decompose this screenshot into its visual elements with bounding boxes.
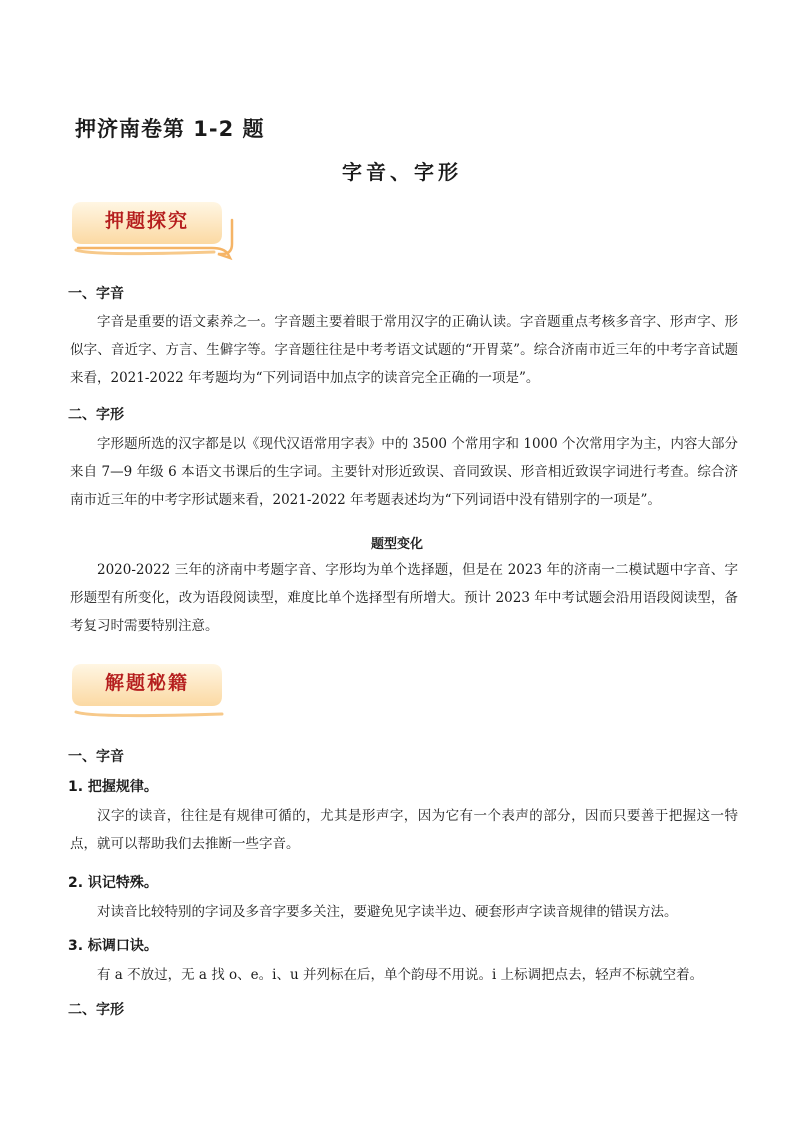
tips-section2-heading: 二、字形 [68,1002,124,1018]
banner-explore-label: 押题探究 [104,210,189,232]
tips-item3-heading: 3. 标调口诀。 [68,938,158,954]
banner-tips [72,660,242,720]
tips-item2-text: 对读音比较特别的字词及多音字要多关注，要避免见字读半边、硬套形声字读音规律的错误方法。 [97,904,678,920]
explore-section2-heading: 二、字形 [68,407,124,423]
document-subtitle: 字音、字形 [342,160,462,184]
change-text: 2020-2022 三年的济南中考题字音、字形均为单个选择题，但是在 2023 年的济南一二模试题中字音、字形题型有所变化，改为语段阅读型，难度比单个选择型有所增大。预计 2023 年中考试题会沿用语段阅读型，备考复习时需要特别注意。 [70,562,738,634]
explore-section2-text: 字形题所选的汉字都是以《现代汉语常用字表》中的 3500 个常用字和 1000 个次常用字为主，内容大部分来自 7—9 年级 6 本语文书课后的生字词。主要针对形近致误、音同致误、形音相近致误字词进行考查。综合济南市近三年的中考字形试题来看，2021-2022 年考题表述均为“下列词语中没有错别字的一项是”。 [70,436,738,508]
tips-item2-heading: 2. 识记特殊。 [68,875,158,891]
tips-item1-text: 汉字的读音，往往是有规律可循的，尤其是形声字，因为它有一个表声的部分，因而只要善于把握这一特点，就可以帮助我们去推断一些字音。 [70,808,738,852]
explore-section1-text: 字音是重要的语文素养之一。字音题主要着眼于常用汉字的正确认读。字音题重点考核多音字、形声字、形似字、音近字、方言、生僻字等。字音题往往是中考考语文试题的“开胃菜”。综合济南市近三年的中考字音试题来看，2021-2022 年考题均为“下列词语中加点字的读音完全正确的一项是”。 [70,314,738,386]
tips-item3-text: 有 a 不放过，无 a 找 o、e。i、u 并列标在后，单个韵母不用说。i 上标调把点去，轻声不标就空着。 [97,967,704,983]
change-heading: 题型变化 [370,537,423,552]
tips-section1-heading: 一、字音 [68,749,124,765]
document-title: 押济南卷第 1-2 题 [75,117,265,141]
explore-section1-heading: 一、字音 [68,286,124,302]
tips-item1-heading: 1. 把握规律。 [68,779,158,795]
banner-tips-label: 解题秘籍 [104,672,189,694]
banner-explore [72,198,242,258]
